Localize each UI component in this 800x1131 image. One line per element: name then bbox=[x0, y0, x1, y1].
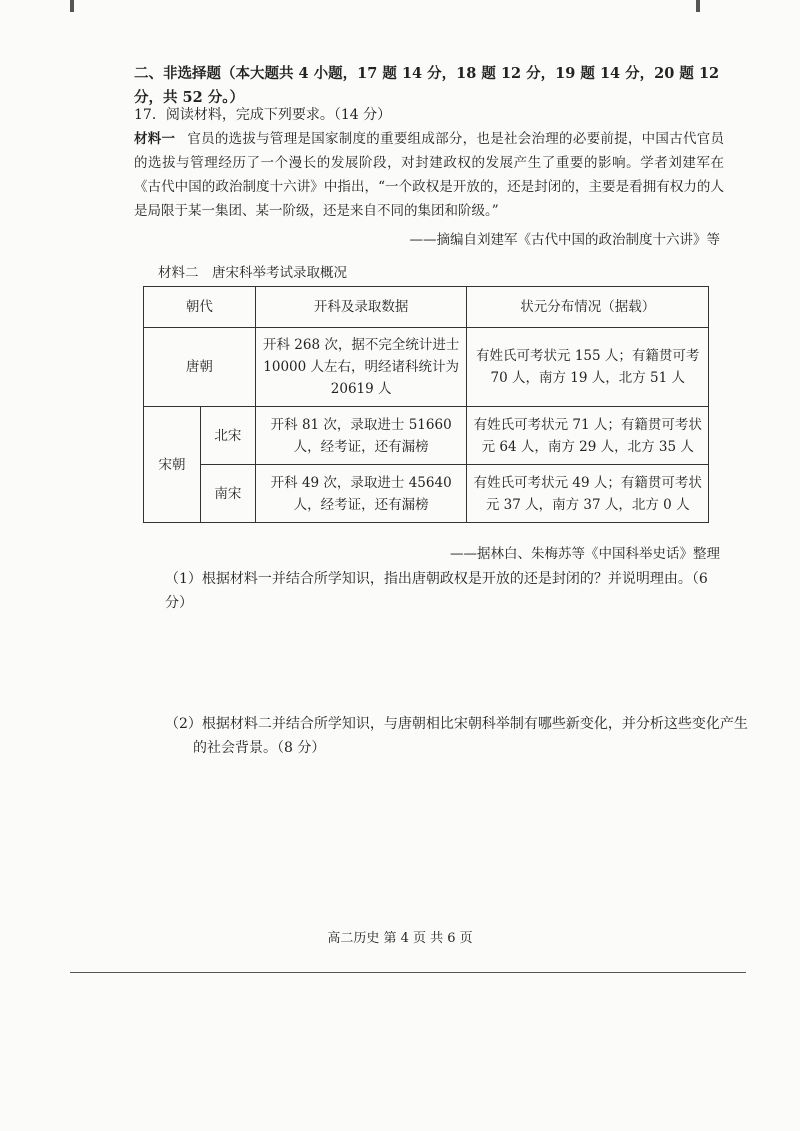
question-17-title: 17．阅读材料，完成下列要求。（14 分） bbox=[134, 107, 392, 123]
song-dynasty-cell: 宋朝 bbox=[144, 407, 201, 523]
material-2-source: ——据林白、朱梅苏等《中国科举史话》整理 bbox=[450, 546, 720, 562]
northern-song-cell: 北宋 bbox=[200, 407, 255, 465]
tang-zhuangyuan-cell: 有姓氏可考状元 155 人；有籍贯可考 70 人，南方 19 人，北方 51 人 bbox=[467, 328, 709, 407]
tang-data-cell: 开科 268 次，据不完全统计进士 10000 人左右，明经诸科统计为 20619 人 bbox=[255, 328, 467, 407]
table-row bbox=[144, 465, 709, 523]
material-1-label: 材料一 bbox=[134, 131, 176, 147]
southern-song-zhuangyuan-cell: 有姓氏可考状元 49 人；有籍贯可考状元 37 人，南方 37 人，北方 0 人 bbox=[467, 465, 709, 523]
page-footer: 高二历史 第 4 页 共 6 页 bbox=[327, 931, 473, 946]
table-row bbox=[144, 328, 709, 407]
header-data: 开科及录取数据 bbox=[255, 287, 467, 328]
scan-mark bbox=[696, 0, 700, 12]
material-1 bbox=[134, 127, 724, 223]
scan-mark bbox=[70, 0, 74, 12]
southern-song-cell: 南宋 bbox=[200, 465, 255, 523]
northern-song-zhuangyuan-cell: 有姓氏可考状元 71 人；有籍贯可考状元 64 人，南方 29 人，北方 35 人 bbox=[467, 407, 709, 465]
material-1-text: 官员的选拔与管理是国家制度的重要组成部分，也是社会治理的必要前提，中国古代官员的选拔与管理经历了一个漫长的发展阶段，对封建政权的发展产生了重要的影响。学者刘建军在《古代中国的政治制度十六讲》中指出，“一个政权是开放的，还是封闭的，主要是看拥有权力的人是局限于某一集团、某一阶级，还是来自不同的集团和阶级。” bbox=[134, 131, 725, 219]
header-dynasty: 朝代 bbox=[144, 287, 256, 328]
sub-question-1: （1）根据材料一并结合所学知识，指出唐朝政权是开放的还是封闭的？并说明理由。（6 分） bbox=[165, 571, 708, 611]
section-heading: 二、非选择题（本大题共 4 小题，17 题 14 分，18 题 12 分，19 题 14 分，20 题 12 分，共 52 分。） bbox=[134, 65, 720, 106]
tang-dynasty-cell: 唐朝 bbox=[144, 328, 256, 407]
sub-question-2: （2）根据材料二并结合所学知识，与唐朝相比宋朝科举制有哪些新变化，并分析这些变化产生的社会背景。（8 分） bbox=[165, 716, 748, 756]
table-row bbox=[144, 407, 709, 465]
header-zhuangyuan: 状元分布情况（据载） bbox=[467, 287, 709, 328]
exam-table bbox=[143, 286, 709, 523]
table-header-row bbox=[144, 287, 709, 328]
southern-song-data-cell: 开科 49 次，录取进士 45640 人，经考证，还有漏榜 bbox=[255, 465, 467, 523]
northern-song-data-cell: 开科 81 次，录取进士 51660 人，经考证，还有漏榜 bbox=[255, 407, 467, 465]
material-1-source: ——摘编自刘建军《古代中国的政治制度十六讲》等 bbox=[409, 232, 720, 248]
material-2-title: 材料二 唐宋科举考试录取概况 bbox=[158, 265, 347, 281]
divider bbox=[70, 972, 746, 973]
